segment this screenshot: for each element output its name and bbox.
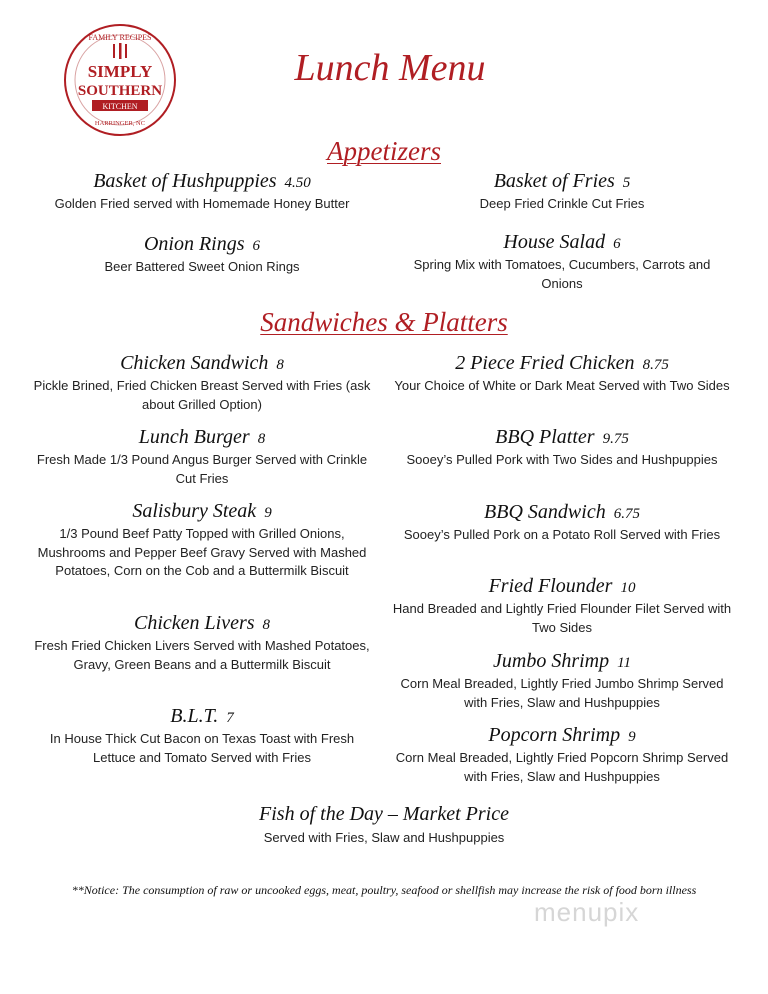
sandwiches-heading: Sandwiches & Platters [260,307,508,337]
item-name: Onion Rings [143,233,245,255]
item-description: Hand Breaded and Lightly Fried Flounder Filet Served with Two Sides [392,601,732,635]
item-description: Deep Fried Crinkle Cut Fries [479,196,645,211]
menu-item [32,352,372,414]
page-title: Lunch Menu [294,47,486,89]
item-description: Pickle Brined, Fried Chicken Breast Served with Fries (ask about Grilled Option) [33,378,371,412]
item-description: 1/3 Pound Beef Patty Topped with Grilled Onions, Mushrooms and Pepper Beef Gravy Served with Mashed Potatoes, Corn on the Cob and a Buttermilk Biscuit [37,526,367,578]
item-description: Corn Meal Breaded, Lightly Fried Popcorn Shrimp Served with Fries, Slaw and Hushpuppies [395,750,729,784]
logo-bottom-text: HARRINGER, NC [94,120,146,127]
food-safety-notice: **Notice: The consumption of raw or uncooked eggs, meat, poultry, seafood or shellfish may increase the risk of food born illness [71,883,697,897]
item-price: 4.50 [284,175,311,191]
fish-of-the-day [0,803,768,845]
item-name: Basket of Hushpuppies [93,170,277,192]
item-name: BBQ Platter [495,426,595,448]
item-name: Popcorn Shrimp [488,724,621,746]
menu-item [392,650,732,712]
logo-top-text: FAMILY RECIPES [88,33,152,42]
item-price: 8 [257,431,266,447]
menu-item [392,575,732,637]
item-description: Corn Meal Breaded, Lightly Fried Jumbo Shrimp Served with Fries, Slaw and Hushpuppies [400,676,724,710]
item-price: 11 [617,655,631,671]
item-description: Spring Mix with Tomatoes, Cucumbers, Carrots and Onions [413,257,711,291]
menu-item [32,705,372,767]
item-name: 2 Piece Fried Chicken [455,352,635,374]
logo-line2: SOUTHERN [77,83,163,99]
fish-of-the-day-name: Fish of the Day – Market Price [259,803,509,825]
item-description: Your Choice of White or Dark Meat Served with Two Sides [394,378,730,393]
item-name: BBQ Sandwich [484,501,606,523]
item-description: Fresh Made 1/3 Pound Angus Burger Served with Crinkle Cut Fries [36,452,368,486]
item-description: Sooey’s Pulled Pork on a Potato Roll Served with Fries [403,527,721,542]
item-price: 8.75 [642,357,669,373]
item-price: 9 [264,505,272,521]
item-price: 6 [252,238,261,254]
fish-of-the-day-description: Served with Fries, Slaw and Hushpuppies [263,830,505,845]
item-name: Salisbury Steak [132,500,257,522]
menu-item [32,426,372,488]
item-price: 9 [628,729,636,745]
item-price: 6.75 [613,506,640,522]
menu-item [32,170,372,214]
menu-item [392,724,732,786]
item-price: 9.75 [602,431,629,447]
menu-item [392,170,732,214]
logo-line1: SIMPLY [87,62,153,81]
menu-item [392,501,732,545]
menu-item [32,612,372,674]
item-name: Basket of Fries [493,170,615,192]
logo-ribbon: KITCHEN [102,102,138,111]
item-description: Golden Fried served with Homemade Honey Butter [54,196,350,211]
item-price: 6 [613,236,621,252]
item-price: 8 [262,617,271,633]
menu-item [32,233,372,277]
item-name: House Salad [503,231,606,253]
menu-item [392,352,732,396]
menu-item [32,500,372,581]
item-name: Lunch Burger [138,426,250,448]
item-name: Chicken Livers [133,612,255,634]
item-price: 8 [276,357,284,373]
item-description: Fresh Fried Chicken Livers Served with Mashed Potatoes, Gravy, Green Beans and a Buttermilk Biscuit [34,638,370,672]
watermark: menupix [534,897,640,927]
item-name: Jumbo Shrimp [493,650,610,672]
menu-item [392,426,732,470]
item-price: 7 [226,710,234,726]
menu-item [392,231,732,293]
item-description: In House Thick Cut Bacon on Texas Toast with Fresh Lettuce and Tomato Served with Fries [49,731,355,765]
item-description: Sooey’s Pulled Pork with Two Sides and Hushpuppies [406,452,718,467]
item-name: B.L.T. [170,705,219,727]
item-price: 10 [620,580,636,596]
item-name: Fried Flounder [488,575,613,597]
appetizers-heading: Appetizers [327,136,441,166]
item-name: Chicken Sandwich [120,352,269,374]
item-price: 5 [622,175,631,191]
item-description: Beer Battered Sweet Onion Rings [104,259,300,274]
